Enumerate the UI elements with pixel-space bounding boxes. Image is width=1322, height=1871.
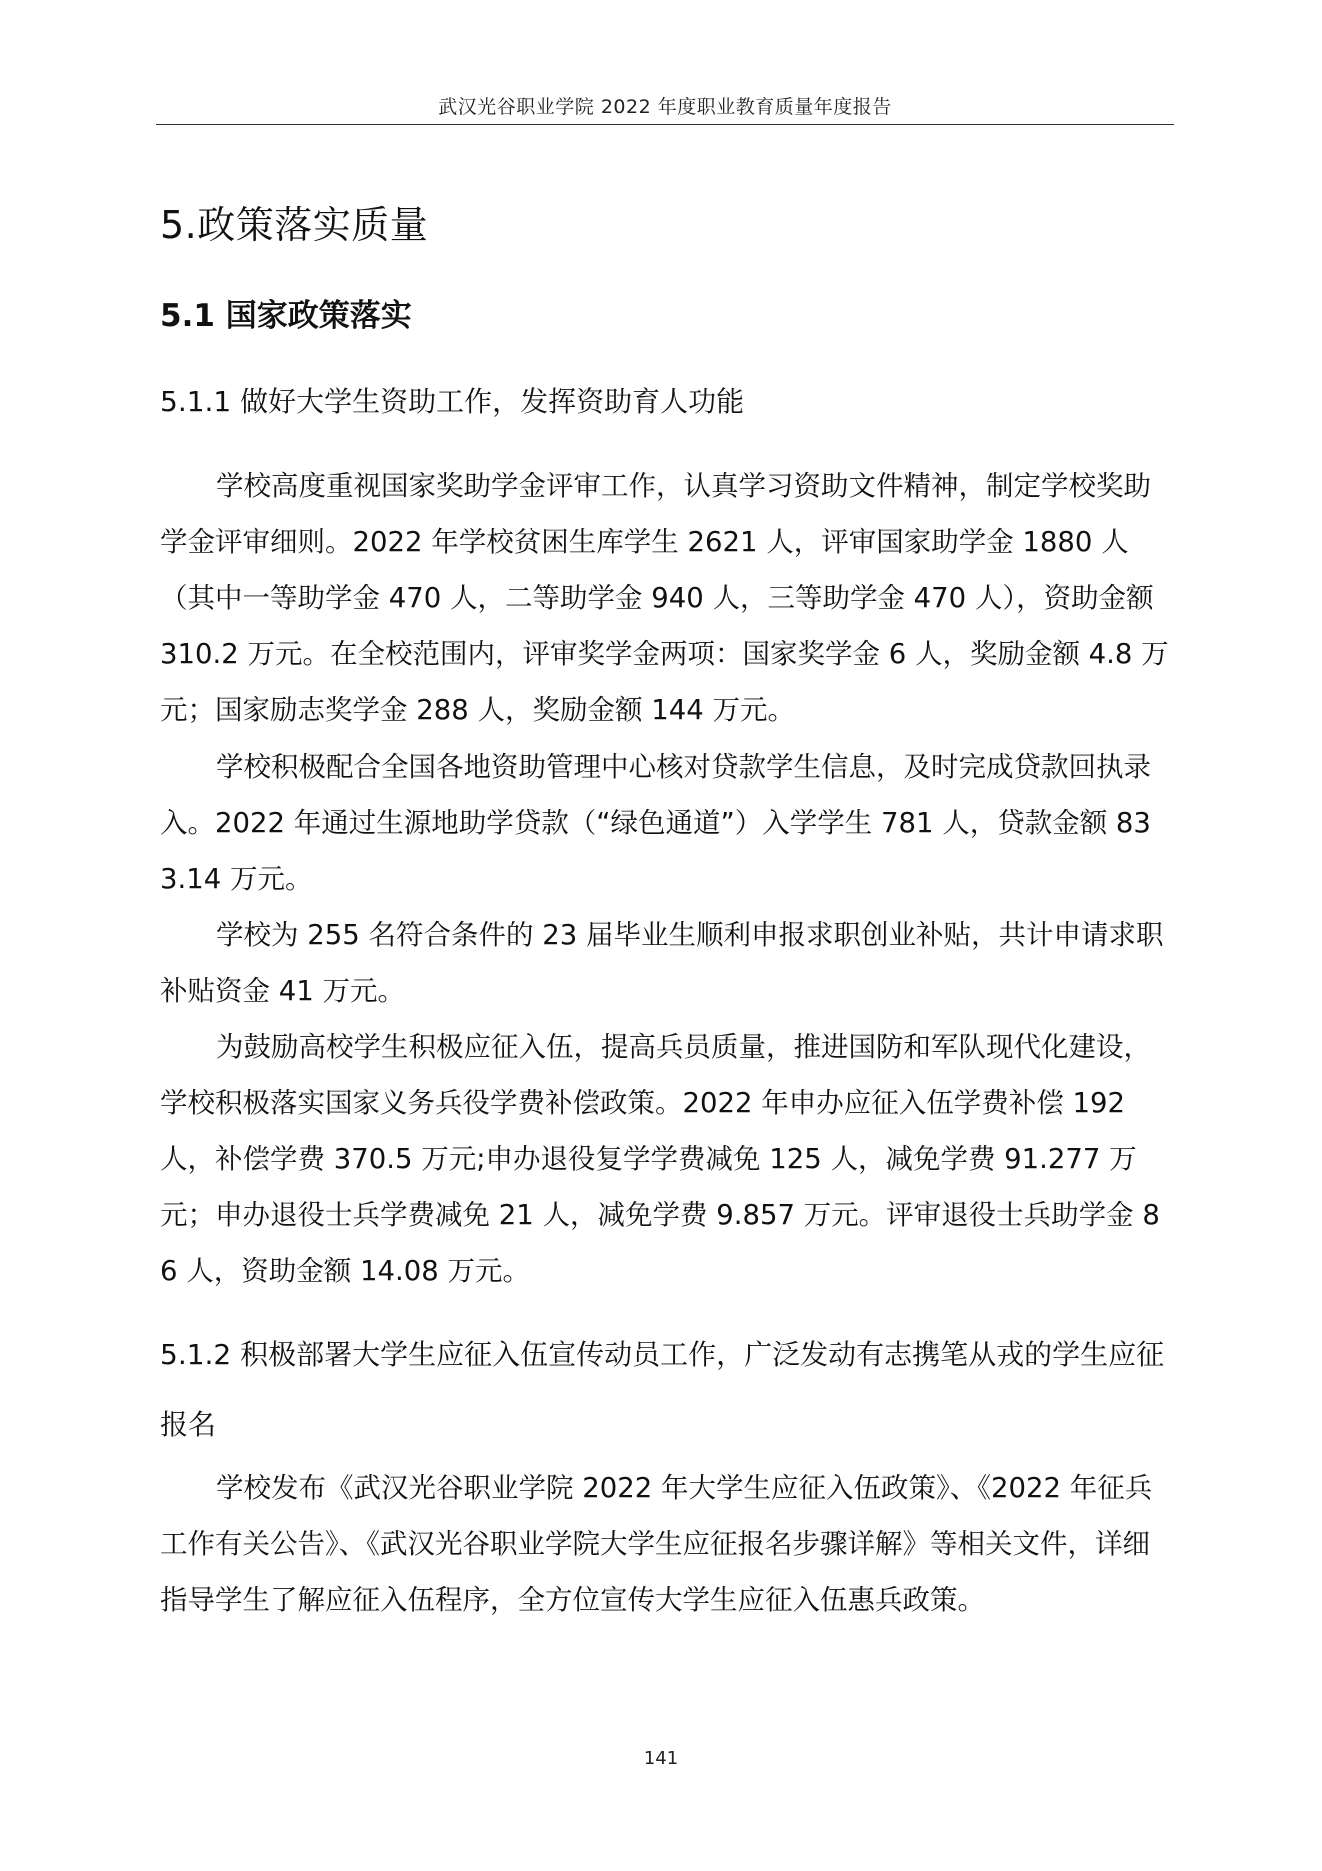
paragraph: 学校为 255 名符合条件的 23 届毕业生顺利申报求职创业补贴，共计申请求职补贴资金 41 万元。: [160, 919, 1164, 1007]
subsection-heading: 5.1 国家政策落实: [160, 298, 412, 334]
page-number: 141: [643, 1748, 679, 1769]
paragraph: 为鼓励高校学生积极应征入伍，提高兵员质量，推进国防和军队现代化建设，学校积极落实国家义务兵役学费补偿政策。2022 年申办应征入伍学费补偿 192 人，补偿学费 370.5 万元;申办退役复学学费减免 125 人，减免学费 91.277 万元；申办退役士兵学费减免 21 人，减免学费 9.857 万元。评审退役士兵助学金 86 人，资助金额 14.08 万元。: [160, 1031, 1160, 1287]
header-divider: [156, 124, 1174, 125]
paragraph: 学校高度重视国家奖助学金评审工作，认真学习资助文件精神，制定学校奖助学金评审细则。2022 年学校贫困生库学生 2621 人，评审国家助学金 1880 人（其中一等助学金 470 人，二等助学金 940 人，三等助学金 470 人），资助金额 310.2 万元。在全校范围内，评审奖学金两项：国家奖学金 6 人，奖励金额 4.8 万元；国家励志奖学金 288 人，奖励金额 144 万元。: [160, 470, 1169, 726]
paragraph: 学校发布《武汉光谷职业学院 2022 年大学生应征入伍政策》、《2022 年征兵工作有关公告》、《武汉光谷职业学院大学生应征报名步骤详解》等相关文件，详细指导学生了解应征入伍程序，全方位宣传大学生应征入伍惠兵政策。: [160, 1472, 1153, 1616]
item-heading-5-1-1: 5.1.1 做好大学生资助工作，发挥资助育人功能: [160, 385, 745, 418]
section-heading: 5.政策落实质量: [160, 203, 429, 247]
running-header: 武汉光谷职业学院 2022 年度职业教育质量年度报告: [438, 96, 892, 118]
paragraph: 学校积极配合全国各地资助管理中心核对贷款学生信息，及时完成贷款回执录入。2022 年通过生源地助学贷款（“绿色通道”）入学学生 781 人，贷款金额 833.14 万元。: [160, 751, 1151, 895]
item-heading-5-1-2: 5.1.2 积极部署大学生应征入伍宣传动员工作，广泛发动有志携笔从戎的学生应征报名: [160, 1338, 1165, 1441]
